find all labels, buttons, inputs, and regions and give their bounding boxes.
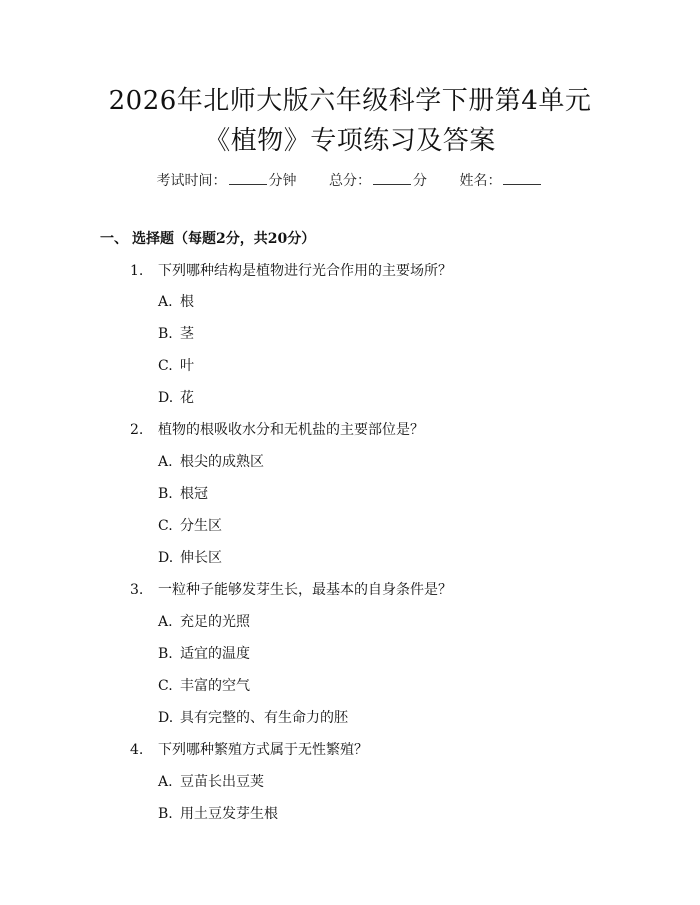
option-text: 茎 [180, 326, 194, 342]
option-label: C. [158, 678, 173, 694]
exam-time-label: 考试时间： [156, 173, 227, 189]
question-3 [130, 580, 452, 600]
exam-info-line [0, 170, 700, 191]
option-label: C. [158, 518, 173, 534]
exam-time-blank [229, 170, 267, 185]
question-number: 3. [130, 582, 144, 598]
question-2 [130, 420, 424, 440]
question-3-option-c [158, 676, 250, 696]
question-number: 2. [130, 422, 144, 438]
question-1-option-d [158, 388, 194, 408]
option-label: B. [158, 486, 173, 502]
exam-time-field [157, 170, 297, 191]
option-label: A. [158, 294, 173, 310]
option-label: C. [158, 358, 173, 374]
option-text: 豆苗长出豆荚 [180, 774, 264, 790]
document-title-line1: 2026年北师大版六年级科学下册第4单元 [108, 86, 592, 116]
question-2-option-a [158, 452, 264, 472]
option-text: 适宜的温度 [180, 646, 250, 662]
option-text: 具有完整的、有生命力的胚 [180, 710, 348, 726]
option-text: 花 [180, 390, 194, 406]
question-1-option-a [158, 292, 194, 312]
section-title: 选择题（每题2分，共20分） [132, 231, 316, 247]
option-label: D. [158, 710, 174, 726]
question-text: 下列哪种繁殖方式属于无性繁殖？ [158, 742, 368, 758]
section-heading [100, 229, 315, 249]
student-name-label: 姓名： [459, 173, 502, 189]
total-score-blank [373, 170, 411, 185]
question-3-option-a [158, 612, 250, 632]
student-name-blank [503, 170, 541, 185]
student-name-field [459, 170, 543, 191]
question-number: 1. [130, 263, 144, 279]
question-text: 下列哪种结构是植物进行光合作用的主要场所？ [158, 263, 452, 279]
option-label: A. [158, 454, 173, 470]
total-score-label: 总分： [329, 173, 371, 189]
total-score-field [329, 170, 427, 191]
question-1-option-b [158, 324, 194, 344]
question-4 [130, 740, 368, 760]
question-1 [130, 261, 452, 281]
option-label: D. [158, 390, 174, 406]
option-text: 根尖的成熟区 [180, 454, 264, 470]
question-3-option-d [158, 708, 348, 728]
question-text: 一粒种子能够发芽生长，最基本的自身条件是？ [158, 582, 452, 598]
question-4-option-a [158, 772, 264, 792]
option-text: 充足的光照 [180, 614, 250, 630]
question-1-option-c [158, 356, 194, 376]
option-text: 丰富的空气 [180, 678, 250, 694]
question-2-option-c [158, 516, 222, 536]
question-4-option-b [158, 804, 278, 824]
question-number: 4. [130, 742, 144, 758]
option-text: 叶 [180, 358, 194, 374]
option-label: A. [158, 774, 173, 790]
question-2-option-d [158, 548, 222, 568]
option-label: D. [158, 550, 174, 566]
option-text: 用土豆发芽生根 [180, 806, 278, 822]
option-text: 伸长区 [180, 550, 222, 566]
section-number: 一、 [100, 231, 128, 247]
question-2-option-b [158, 484, 208, 504]
option-label: A. [158, 614, 173, 630]
option-text: 分生区 [180, 518, 222, 534]
option-text: 根冠 [180, 486, 208, 502]
option-label: B. [158, 646, 173, 662]
total-score-unit: 分 [413, 173, 427, 189]
option-text: 根 [180, 294, 194, 310]
question-3-option-b [158, 644, 250, 664]
option-label: B. [158, 806, 173, 822]
exam-time-unit: 分钟 [268, 173, 297, 189]
option-label: B. [158, 326, 173, 342]
document-title-line2: 《植物》专项练习及答案 [204, 126, 496, 156]
question-text: 植物的根吸收水分和无机盐的主要部位是？ [158, 422, 424, 438]
